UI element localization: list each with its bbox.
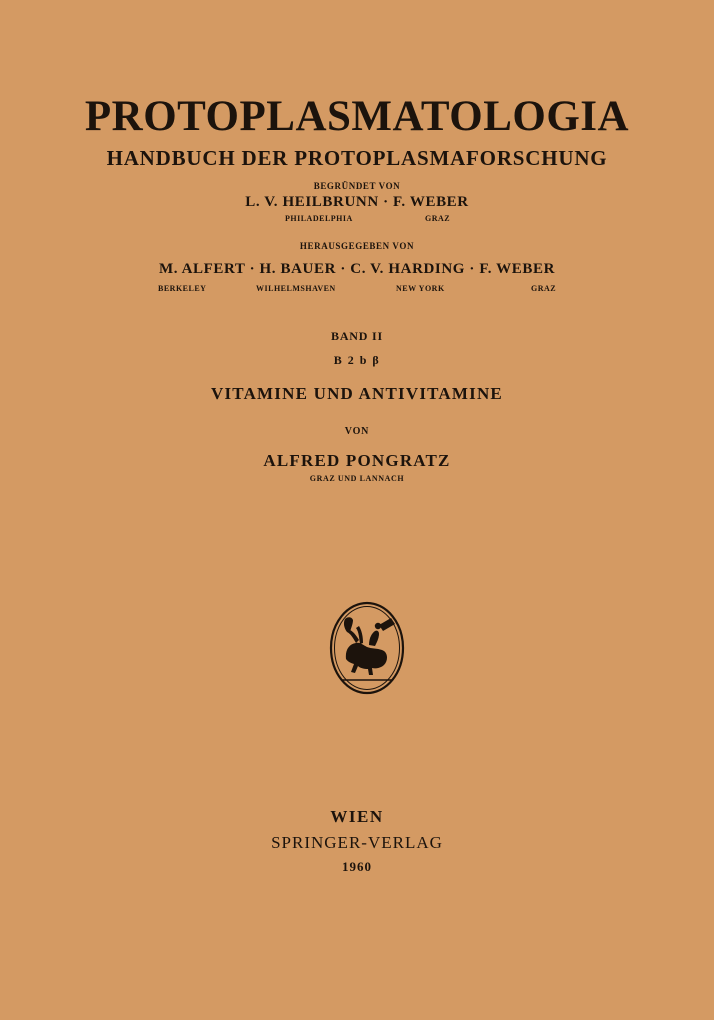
volume-number: BAND II xyxy=(331,329,383,343)
author-location: GRAZ UND LANNACH xyxy=(309,474,405,483)
springer-horse-emblem-icon xyxy=(329,601,405,695)
founder-place-2: GRAZ xyxy=(425,214,451,223)
publication-year: 1960 xyxy=(342,859,372,874)
part-designation: B 2 b β xyxy=(333,353,381,367)
editor-place-3: NEW YORK xyxy=(396,284,445,293)
work-title: VITAMINE UND ANTIVITAMINE xyxy=(211,384,503,403)
editor-place-2: WILHELMSHAVEN xyxy=(256,284,336,293)
founder-names: L. V. HEILBRUNN · F. WEBER xyxy=(245,194,469,210)
series-title: PROTOPLASMATOLOGIA xyxy=(84,93,630,140)
publication-city: WIEN xyxy=(330,807,384,826)
editor-names: M. ALFERT · H. BAUER · C. V. HARDING · F. WEBER xyxy=(158,261,556,277)
author-name: ALFRED PONGRATZ xyxy=(263,451,451,470)
edited-by-label: HERAUSGEGEBEN VON xyxy=(299,241,415,251)
by-label: VON xyxy=(344,426,370,437)
founded-by-label: BEGRÜNDET VON xyxy=(313,181,401,191)
publisher-name: SPRINGER-VERLAG xyxy=(271,833,443,852)
editor-place-4: GRAZ xyxy=(531,284,557,293)
series-subtitle: HANDBUCH DER PROTOPLASMAFORSCHUNG xyxy=(106,146,608,170)
founder-place-1: PHILADELPHIA xyxy=(285,214,353,223)
editor-place-1: BERKELEY xyxy=(158,284,207,293)
